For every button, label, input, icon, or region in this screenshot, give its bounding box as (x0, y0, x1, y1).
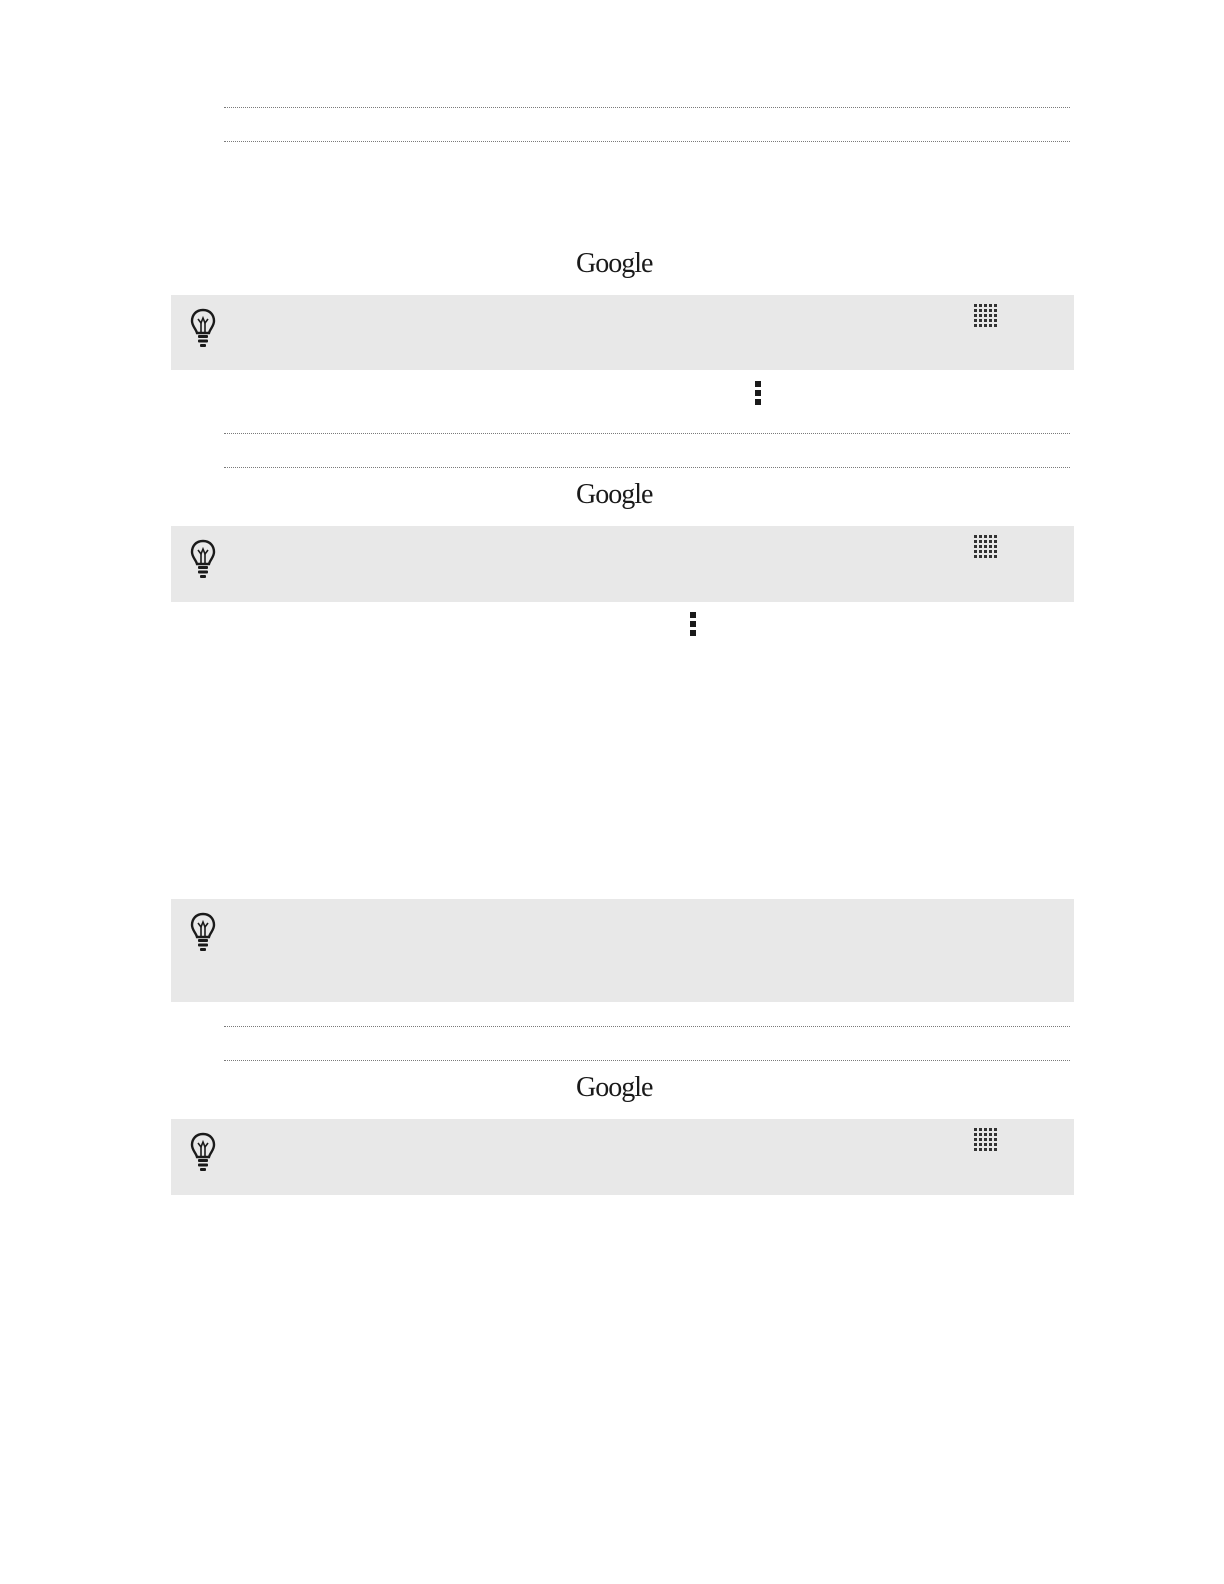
all-apps-grid-icon (974, 304, 998, 328)
google-wordmark: Google (576, 1072, 653, 1103)
dotted-rule (224, 1060, 1070, 1061)
google-wordmark: Google (576, 248, 653, 279)
tip-box (171, 526, 1074, 602)
dotted-rule (224, 1026, 1070, 1027)
lightbulb-icon (189, 1131, 217, 1173)
dotted-rule (224, 433, 1070, 434)
dotted-rule (224, 467, 1070, 468)
all-apps-grid-icon (974, 535, 998, 559)
tip-box (171, 295, 1074, 370)
more-options-kebab-icon (689, 612, 697, 636)
lightbulb-icon (189, 911, 217, 953)
lightbulb-icon (189, 307, 217, 349)
all-apps-grid-icon (974, 1128, 998, 1152)
lightbulb-icon (189, 538, 217, 580)
tip-box (171, 899, 1074, 1002)
more-options-kebab-icon (754, 381, 762, 405)
dotted-rule (224, 107, 1070, 108)
google-wordmark: Google (576, 479, 653, 510)
tip-box (171, 1119, 1074, 1195)
dotted-rule (224, 141, 1070, 142)
